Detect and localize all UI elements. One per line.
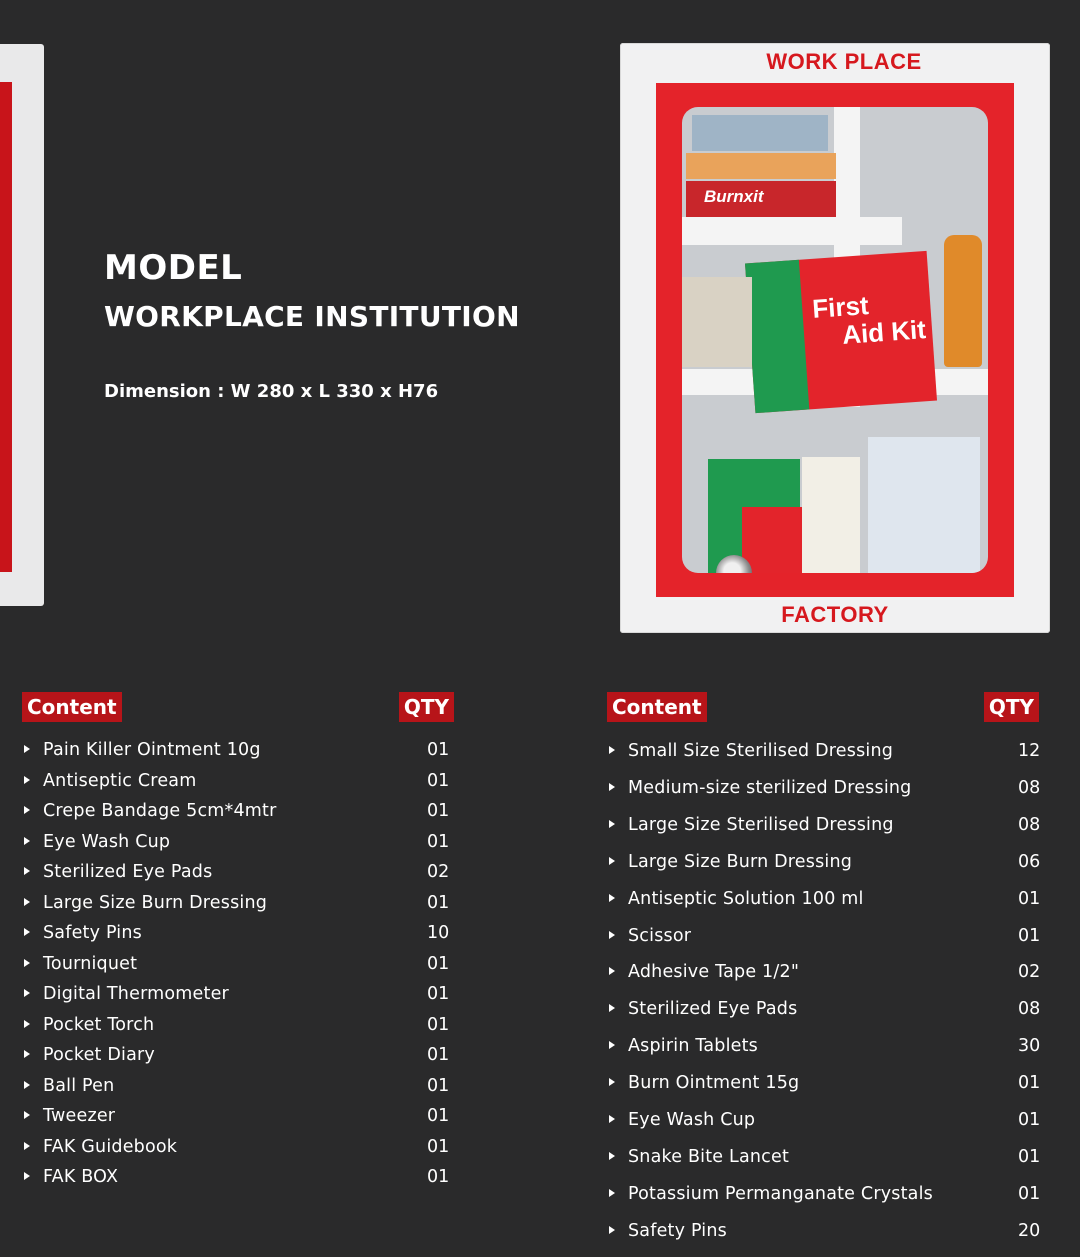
item-name: Safety Pins [628,1220,727,1241]
cabinet-red-frame [656,83,1014,597]
table-row [607,815,1039,839]
model-title: MODEL [104,248,243,288]
item-qty: 01 [1018,1073,1041,1094]
cabinet-glass-window [682,107,988,573]
right-table-header [607,692,1039,724]
item-qty: 01 [1018,925,1041,946]
table-row [22,862,454,886]
table-row [607,1221,1039,1245]
table-row [607,741,1039,765]
item-qty: 01 [427,740,450,760]
item-qty: 10 [427,923,450,943]
dimension-text: Dimension : W 280 x L 330 x H76 [104,381,439,402]
item-name: Large Size Sterilised Dressing [628,814,894,835]
table-row [607,1147,1039,1171]
bullet-icon [24,776,30,784]
item-name: Ball Pen [43,1075,115,1096]
bullet-icon [609,967,615,975]
item-name: Crepe Bandage 5cm*4mtr [43,801,277,821]
item-qty: 02 [427,862,450,882]
item-qty: 08 [1018,999,1041,1020]
item-name: Scissor [628,925,692,946]
item-qty: 01 [427,1136,450,1157]
item-name: Pocket Torch [43,1014,155,1035]
item-qty: 02 [1018,962,1041,983]
bullet-icon [609,1189,615,1197]
right-qty-header: QTY [984,692,1039,722]
cabinet-shelf [682,217,902,245]
table-row [22,832,454,856]
bullet-icon [609,1004,615,1012]
cabinet-bottom-label: FACTORY [781,602,889,627]
bullet-icon [609,1041,615,1049]
dressing-pack [802,457,860,573]
item-name: FAK Guidebook [43,1136,178,1157]
item-qty: 12 [1018,741,1041,761]
item-qty: 01 [427,1167,450,1187]
left-content-header: Content [22,692,122,722]
table-row [607,778,1039,802]
item-name: Tweezer [43,1106,116,1126]
bullet-icon [24,745,30,753]
item-qty: 01 [1018,1110,1041,1130]
table-row [22,954,454,978]
item-name: Sterilized Eye Pads [628,999,798,1020]
item-qty: 01 [427,984,450,1004]
model-name: WORKPLACE INSTITUTION [104,300,520,333]
item-qty: 01 [1018,1183,1041,1204]
bullet-icon [24,806,30,814]
scissors-pack [692,115,828,151]
item-name: Adhesive Tape 1/2" [628,962,800,983]
bullet-icon [609,894,615,902]
table-row [22,1076,454,1100]
bandage-box [682,277,752,367]
bullet-icon [24,989,30,997]
item-qty: 01 [427,1106,450,1126]
kit-pack-label-line2: Aid Kit [841,314,927,350]
item-name: Eye Wash Cup [43,831,171,852]
bullet-icon [24,1111,30,1119]
table-row [607,962,1039,986]
kit-pack-green-panel [745,260,809,413]
item-name: Burn Ointment 15g [628,1073,800,1094]
item-name: Pain Killer Ointment 10g [43,740,261,760]
item-qty: 01 [427,770,450,791]
table-row [22,1167,454,1191]
table-row [22,893,454,917]
bullet-icon [609,1115,615,1123]
bullet-icon [609,783,615,791]
table-row [607,1073,1039,1097]
bullet-icon [609,931,615,939]
table-row [22,801,454,825]
item-name: Antiseptic Cream [43,770,197,791]
bullet-icon [609,1152,615,1160]
bullet-icon [609,820,615,828]
first-aid-kit-pack [745,251,937,413]
bullet-icon [24,928,30,936]
bullet-icon [609,1078,615,1086]
left-content-table [22,692,454,1202]
item-name: Eye Wash Cup [628,1110,756,1130]
table-row [22,1137,454,1161]
left-table-header [22,692,454,724]
item-name: Antiseptic Solution 100 ml [628,888,864,909]
item-name: Tourniquet [43,953,138,974]
item-name: Large Size Burn Dressing [628,851,853,872]
table-row [22,771,454,795]
table-row [607,1184,1039,1208]
item-qty: 08 [1018,777,1041,798]
bullet-icon [609,746,615,754]
left-qty-header: QTY [399,692,454,722]
item-name: Potassium Permanganate Crystals [628,1183,933,1204]
kit-pack-label-line1: First [811,290,870,324]
table-row [22,1015,454,1039]
item-qty: 01 [427,892,450,913]
medicine-box [686,153,836,179]
item-name: Large Size Burn Dressing [43,892,268,913]
table-row [22,923,454,947]
item-qty: 01 [427,1075,450,1096]
partial-cabinet-image [0,44,44,606]
item-name: Small Size Sterilised Dressing [628,741,894,761]
item-name: Medium-size sterilized Dressing [628,777,912,798]
item-name: FAK BOX [43,1167,119,1187]
bullet-icon [609,1226,615,1234]
item-name: Snake Bite Lancet [628,1146,790,1167]
item-qty: 30 [1018,1036,1041,1057]
right-content-table [607,692,1039,1247]
item-qty: 01 [1018,1146,1041,1167]
item-qty: 01 [427,831,450,852]
item-name: Pocket Diary [43,1045,155,1065]
item-qty: 01 [427,953,450,974]
bullet-icon [609,857,615,865]
partial-cabinet-red-frame [0,82,12,572]
item-qty: 01 [1018,888,1041,909]
bullet-icon [24,1050,30,1058]
right-content-header: Content [607,692,707,722]
item-qty: 06 [1018,851,1041,872]
burnxit-box [686,181,836,217]
item-name: Digital Thermometer [43,984,229,1004]
antiseptic-bottle [944,235,982,367]
table-row [607,926,1039,950]
bullet-icon [24,1172,30,1180]
table-row [607,999,1039,1023]
bullet-icon [24,1142,30,1150]
table-row [607,1036,1039,1060]
bullet-icon [24,867,30,875]
item-qty: 08 [1018,814,1041,835]
table-row [22,1106,454,1130]
item-qty: 01 [427,1045,450,1065]
item-name: Safety Pins [43,923,142,943]
burnxit-label: Burnxit [704,187,764,206]
bullet-icon [24,898,30,906]
table-row [22,1045,454,1069]
table-row [22,984,454,1008]
bullet-icon [24,837,30,845]
item-name: Sterilized Eye Pads [43,862,213,882]
table-row [22,740,454,764]
cabinet-top-label: WORK PLACE [766,49,922,74]
item-qty: 01 [427,801,450,821]
table-row [607,1110,1039,1134]
item-name: Aspirin Tablets [628,1036,759,1057]
sterile-dressing-packs [868,437,980,573]
item-qty: 01 [427,1014,450,1035]
table-row [607,852,1039,876]
bullet-icon [24,959,30,967]
item-qty: 20 [1018,1220,1041,1241]
first-aid-cabinet-image [620,43,1050,633]
bullet-icon [24,1081,30,1089]
bullet-icon [24,1020,30,1028]
table-row [607,889,1039,913]
